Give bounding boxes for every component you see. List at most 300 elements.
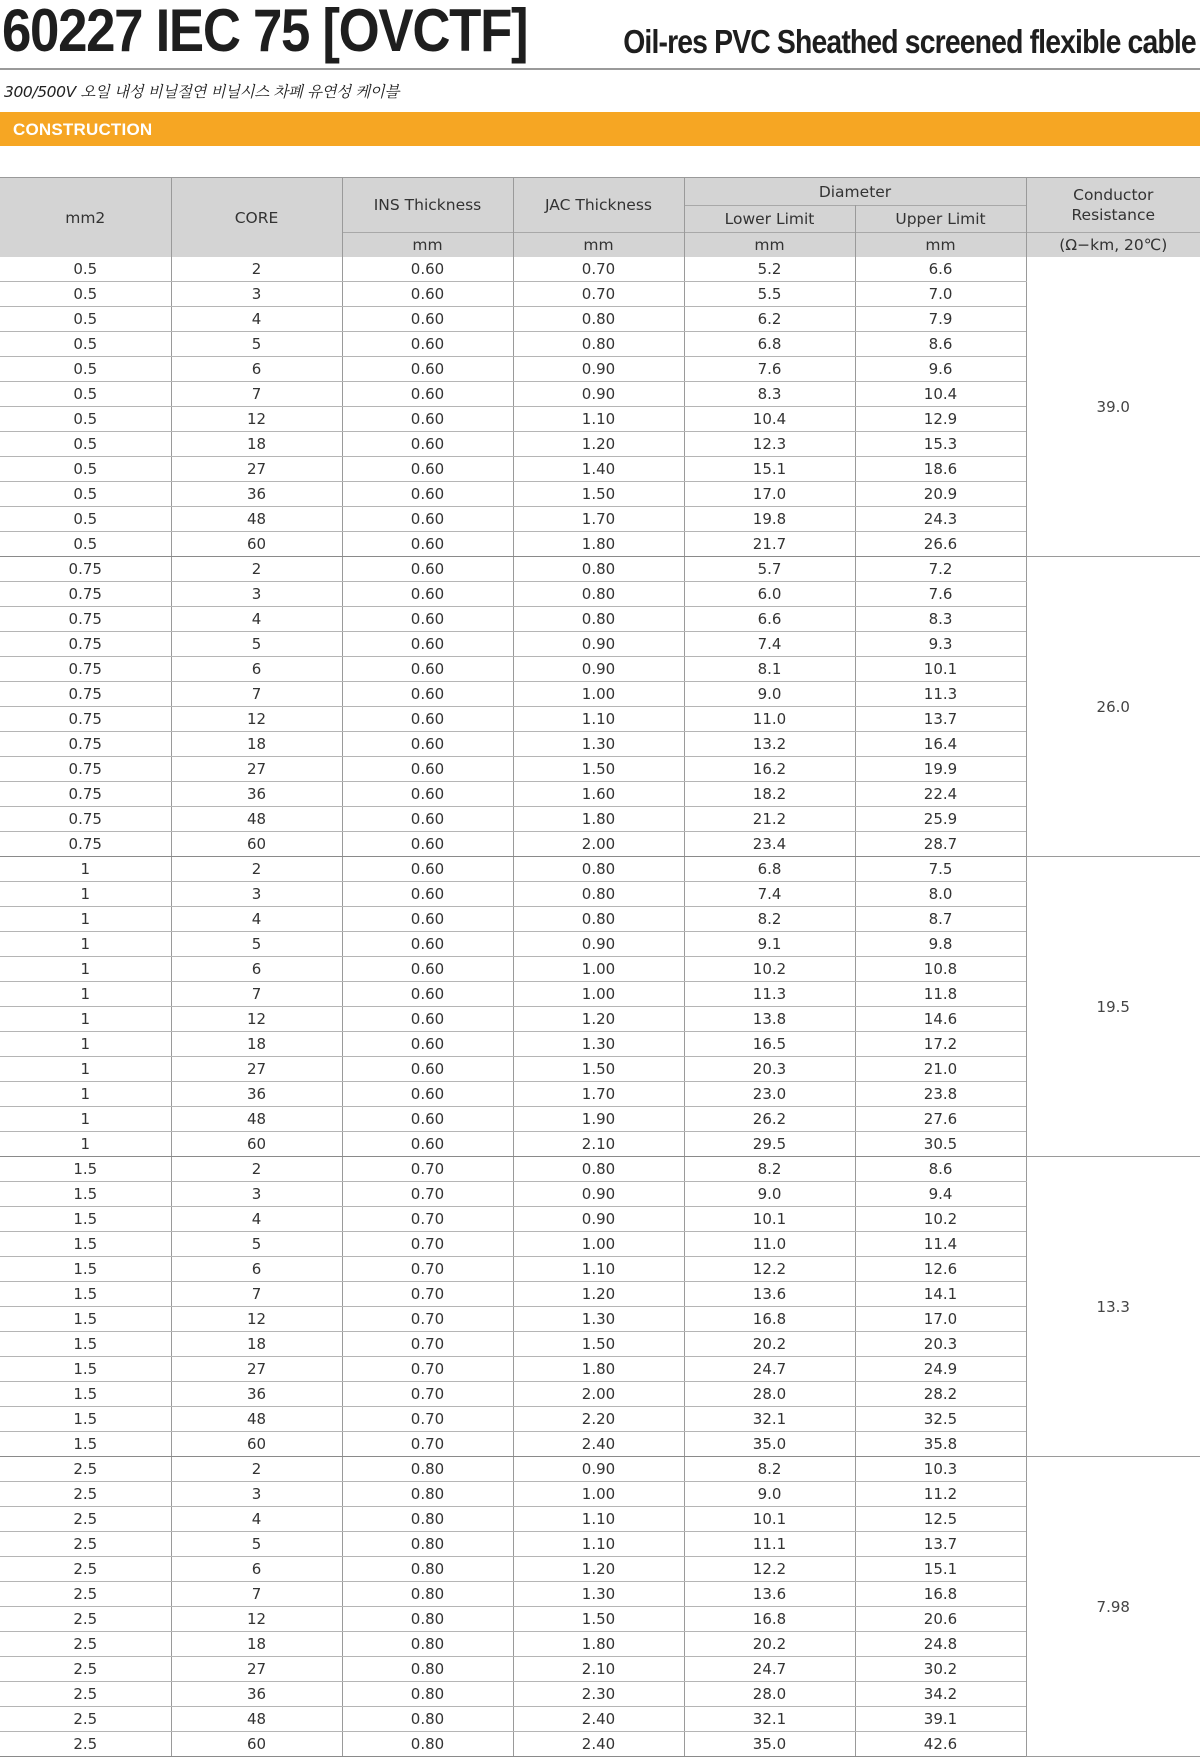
cell-core: 18 — [171, 732, 342, 757]
cell-core: 18 — [171, 432, 342, 457]
cell-lower-limit: 5.2 — [684, 257, 855, 282]
cell-ins-thickness: 0.70 — [342, 1157, 513, 1182]
cell-ins-thickness: 0.60 — [342, 457, 513, 482]
table-row — [0, 707, 1200, 732]
cell-jac-thickness: 1.60 — [513, 782, 684, 807]
cell-lower-limit: 8.3 — [684, 382, 855, 407]
cell-ins-thickness: 0.60 — [342, 607, 513, 632]
cell-upper-limit: 11.4 — [855, 1232, 1026, 1257]
cell-ins-thickness: 0.60 — [342, 757, 513, 782]
table-row — [0, 1232, 1200, 1257]
cell-core: 18 — [171, 1632, 342, 1657]
cell-upper-limit: 6.6 — [855, 257, 1026, 282]
cell-upper-limit: 9.6 — [855, 357, 1026, 382]
cell-ins-thickness: 0.60 — [342, 807, 513, 832]
cell-jac-thickness: 1.70 — [513, 1082, 684, 1107]
cell-upper-limit: 24.3 — [855, 507, 1026, 532]
table-row — [0, 1207, 1200, 1232]
cell-core: 3 — [171, 582, 342, 607]
cell-lower-limit: 20.3 — [684, 1057, 855, 1082]
cell-core: 2 — [171, 1457, 342, 1482]
cell-jac-thickness: 1.40 — [513, 457, 684, 482]
col-header-upper-limit: Upper Limit — [855, 206, 1026, 233]
cell-upper-limit: 23.8 — [855, 1082, 1026, 1107]
cell-jac-thickness: 0.90 — [513, 357, 684, 382]
cell-size: 0.5 — [0, 407, 171, 432]
table-row — [0, 1082, 1200, 1107]
cell-size: 0.75 — [0, 732, 171, 757]
table-row — [0, 1257, 1200, 1282]
cell-ins-thickness: 0.70 — [342, 1282, 513, 1307]
cell-lower-limit: 7.4 — [684, 882, 855, 907]
table-row — [0, 1032, 1200, 1057]
cell-upper-limit: 34.2 — [855, 1682, 1026, 1707]
cell-size: 1.5 — [0, 1207, 171, 1232]
cell-lower-limit: 12.3 — [684, 432, 855, 457]
cell-lower-limit: 32.1 — [684, 1707, 855, 1732]
cell-upper-limit: 11.2 — [855, 1482, 1026, 1507]
table-row — [0, 382, 1200, 407]
cell-upper-limit: 10.8 — [855, 957, 1026, 982]
cell-lower-limit: 13.2 — [684, 732, 855, 757]
cell-size: 2.5 — [0, 1457, 171, 1482]
col-header-core: CORE — [171, 178, 342, 258]
cell-jac-thickness: 1.50 — [513, 757, 684, 782]
cell-lower-limit: 13.6 — [684, 1582, 855, 1607]
cell-core: 4 — [171, 307, 342, 332]
cell-size: 1.5 — [0, 1182, 171, 1207]
table-row — [0, 607, 1200, 632]
cell-core: 5 — [171, 632, 342, 657]
cell-ins-thickness: 0.60 — [342, 1107, 513, 1132]
cell-lower-limit: 16.8 — [684, 1307, 855, 1332]
cell-core: 48 — [171, 1107, 342, 1132]
cell-jac-thickness: 1.00 — [513, 982, 684, 1007]
cell-ins-thickness: 0.70 — [342, 1257, 513, 1282]
table-row — [0, 1432, 1200, 1457]
conductor-label: Conductor — [1073, 186, 1154, 204]
cell-upper-limit: 26.6 — [855, 532, 1026, 557]
table-row — [0, 1582, 1200, 1607]
cell-jac-thickness: 1.90 — [513, 1107, 684, 1132]
cell-upper-limit: 24.9 — [855, 1357, 1026, 1382]
cell-ins-thickness: 0.60 — [342, 882, 513, 907]
cell-size: 2.5 — [0, 1632, 171, 1657]
cell-jac-thickness: 1.50 — [513, 1057, 684, 1082]
cell-upper-limit: 10.2 — [855, 1207, 1026, 1232]
table-row — [0, 1407, 1200, 1432]
cell-upper-limit: 30.5 — [855, 1132, 1026, 1157]
table-header — [0, 178, 1200, 258]
cell-ins-thickness: 0.80 — [342, 1457, 513, 1482]
cell-upper-limit: 30.2 — [855, 1657, 1026, 1682]
cell-lower-limit: 24.7 — [684, 1657, 855, 1682]
cell-upper-limit: 21.0 — [855, 1057, 1026, 1082]
cell-size: 0.75 — [0, 807, 171, 832]
table-row — [0, 732, 1200, 757]
cell-ins-thickness: 0.80 — [342, 1507, 513, 1532]
cell-ins-thickness: 0.70 — [342, 1357, 513, 1382]
table-row — [0, 857, 1200, 882]
cell-size: 0.75 — [0, 757, 171, 782]
cell-jac-thickness: 1.50 — [513, 1332, 684, 1357]
unit-lower: mm — [684, 233, 855, 258]
cell-lower-limit: 8.2 — [684, 907, 855, 932]
cell-ins-thickness: 0.60 — [342, 657, 513, 682]
cell-core: 36 — [171, 782, 342, 807]
cell-core: 4 — [171, 607, 342, 632]
cell-core: 3 — [171, 282, 342, 307]
cell-size: 0.5 — [0, 482, 171, 507]
cell-core: 36 — [171, 1682, 342, 1707]
cell-jac-thickness: 1.30 — [513, 1307, 684, 1332]
cell-upper-limit: 10.4 — [855, 382, 1026, 407]
cell-size: 2.5 — [0, 1607, 171, 1632]
table-row — [0, 882, 1200, 907]
cell-size: 2.5 — [0, 1557, 171, 1582]
cell-ins-thickness: 0.60 — [342, 682, 513, 707]
cell-upper-limit: 13.7 — [855, 707, 1026, 732]
cell-size: 2.5 — [0, 1732, 171, 1757]
cell-jac-thickness: 1.30 — [513, 1582, 684, 1607]
cell-core: 7 — [171, 1582, 342, 1607]
cell-lower-limit: 13.8 — [684, 1007, 855, 1032]
cell-jac-thickness: 1.50 — [513, 482, 684, 507]
cell-lower-limit: 28.0 — [684, 1682, 855, 1707]
col-header-lower-limit: Lower Limit — [684, 206, 855, 233]
cell-core: 48 — [171, 1407, 342, 1432]
cell-lower-limit: 7.6 — [684, 357, 855, 382]
col-header-jac-thickness: JAC Thickness — [513, 178, 684, 233]
cell-jac-thickness: 0.90 — [513, 1207, 684, 1232]
cell-lower-limit: 23.0 — [684, 1082, 855, 1107]
cell-upper-limit: 8.0 — [855, 882, 1026, 907]
cell-upper-limit: 12.5 — [855, 1507, 1026, 1532]
table-row — [0, 1332, 1200, 1357]
cell-jac-thickness: 2.40 — [513, 1732, 684, 1757]
cell-jac-thickness: 0.80 — [513, 1157, 684, 1182]
cell-ins-thickness: 0.60 — [342, 832, 513, 857]
cell-lower-limit: 16.2 — [684, 757, 855, 782]
cell-ins-thickness: 0.60 — [342, 332, 513, 357]
cell-jac-thickness: 1.00 — [513, 957, 684, 982]
cell-size: 0.75 — [0, 657, 171, 682]
table-row — [0, 1632, 1200, 1657]
table-row — [0, 457, 1200, 482]
cell-jac-thickness: 1.20 — [513, 1282, 684, 1307]
cell-jac-thickness: 1.80 — [513, 532, 684, 557]
cell-upper-limit: 17.2 — [855, 1032, 1026, 1057]
table-row — [0, 432, 1200, 457]
cell-size: 2.5 — [0, 1532, 171, 1557]
table-body — [0, 257, 1200, 1757]
unit-upper: mm — [855, 233, 1026, 258]
table-row — [0, 1132, 1200, 1157]
cell-lower-limit: 19.8 — [684, 507, 855, 532]
cell-ins-thickness: 0.80 — [342, 1582, 513, 1607]
table-row — [0, 1382, 1200, 1407]
cell-core: 3 — [171, 1182, 342, 1207]
cell-core: 5 — [171, 1532, 342, 1557]
cell-core: 27 — [171, 457, 342, 482]
cell-size: 1.5 — [0, 1307, 171, 1332]
cell-upper-limit: 7.2 — [855, 557, 1026, 582]
cell-ins-thickness: 0.60 — [342, 257, 513, 282]
cell-upper-limit: 39.1 — [855, 1707, 1026, 1732]
cell-lower-limit: 15.1 — [684, 457, 855, 482]
cell-jac-thickness: 0.80 — [513, 557, 684, 582]
cell-core: 18 — [171, 1032, 342, 1057]
cell-core: 48 — [171, 1707, 342, 1732]
cell-upper-limit: 8.3 — [855, 607, 1026, 632]
cell-ins-thickness: 0.60 — [342, 557, 513, 582]
table-row — [0, 932, 1200, 957]
cell-ins-thickness: 0.70 — [342, 1207, 513, 1232]
table-row — [0, 1282, 1200, 1307]
cell-jac-thickness: 1.80 — [513, 807, 684, 832]
table-row — [0, 282, 1200, 307]
cell-jac-thickness: 0.70 — [513, 282, 684, 307]
table-row — [0, 557, 1200, 582]
cell-jac-thickness: 0.90 — [513, 1457, 684, 1482]
table-row — [0, 1457, 1200, 1482]
cell-ins-thickness: 0.60 — [342, 932, 513, 957]
cell-jac-thickness: 1.10 — [513, 407, 684, 432]
cell-lower-limit: 7.4 — [684, 632, 855, 657]
cell-conductor-resistance: 26.0 — [1026, 557, 1200, 857]
cell-upper-limit: 12.6 — [855, 1257, 1026, 1282]
cell-lower-limit: 11.3 — [684, 982, 855, 1007]
unit-jac: mm — [513, 233, 684, 258]
table-row — [0, 957, 1200, 982]
cell-upper-limit: 27.6 — [855, 1107, 1026, 1132]
cell-upper-limit: 20.3 — [855, 1332, 1026, 1357]
cell-upper-limit: 32.5 — [855, 1407, 1026, 1432]
cell-ins-thickness: 0.60 — [342, 357, 513, 382]
cell-jac-thickness: 0.70 — [513, 257, 684, 282]
table-row — [0, 982, 1200, 1007]
unit-ins: mm — [342, 233, 513, 258]
cell-size: 1 — [0, 1032, 171, 1057]
table-row — [0, 582, 1200, 607]
cell-size: 0.5 — [0, 282, 171, 307]
cell-ins-thickness: 0.60 — [342, 482, 513, 507]
cell-ins-thickness: 0.80 — [342, 1732, 513, 1757]
cell-size: 1.5 — [0, 1282, 171, 1307]
cell-ins-thickness: 0.60 — [342, 382, 513, 407]
cell-ins-thickness: 0.60 — [342, 1007, 513, 1032]
cell-upper-limit: 25.9 — [855, 807, 1026, 832]
cell-ins-thickness: 0.60 — [342, 1082, 513, 1107]
cell-lower-limit: 10.1 — [684, 1507, 855, 1532]
cell-ins-thickness: 0.60 — [342, 507, 513, 532]
cell-ins-thickness: 0.70 — [342, 1382, 513, 1407]
cell-core: 2 — [171, 257, 342, 282]
cell-lower-limit: 20.2 — [684, 1632, 855, 1657]
cell-size: 0.75 — [0, 707, 171, 732]
cell-lower-limit: 12.2 — [684, 1257, 855, 1282]
table-row — [0, 257, 1200, 282]
cell-lower-limit: 26.2 — [684, 1107, 855, 1132]
cell-lower-limit: 10.4 — [684, 407, 855, 432]
table-row — [0, 1707, 1200, 1732]
cell-core: 36 — [171, 1082, 342, 1107]
cell-jac-thickness: 0.90 — [513, 1182, 684, 1207]
cell-lower-limit: 17.0 — [684, 482, 855, 507]
cell-ins-thickness: 0.60 — [342, 907, 513, 932]
cell-upper-limit: 22.4 — [855, 782, 1026, 807]
cell-upper-limit: 42.6 — [855, 1732, 1026, 1757]
cell-upper-limit: 15.3 — [855, 432, 1026, 457]
cell-size: 0.5 — [0, 532, 171, 557]
cell-core: 5 — [171, 1232, 342, 1257]
cell-size: 0.75 — [0, 832, 171, 857]
cell-core: 2 — [171, 557, 342, 582]
cell-lower-limit: 6.8 — [684, 332, 855, 357]
cell-core: 27 — [171, 1357, 342, 1382]
cell-jac-thickness: 1.30 — [513, 1032, 684, 1057]
cell-core: 12 — [171, 707, 342, 732]
cell-jac-thickness: 1.20 — [513, 1557, 684, 1582]
cell-conductor-resistance: 7.98 — [1026, 1457, 1200, 1757]
cell-core: 60 — [171, 832, 342, 857]
cell-jac-thickness: 1.00 — [513, 1232, 684, 1257]
cell-size: 0.5 — [0, 382, 171, 407]
cell-size: 1.5 — [0, 1332, 171, 1357]
cell-core: 27 — [171, 757, 342, 782]
cell-upper-limit: 12.9 — [855, 407, 1026, 432]
cell-size: 2.5 — [0, 1682, 171, 1707]
cell-lower-limit: 16.8 — [684, 1607, 855, 1632]
cell-size: 0.75 — [0, 632, 171, 657]
cell-core: 27 — [171, 1057, 342, 1082]
cell-size: 1.5 — [0, 1432, 171, 1457]
cell-jac-thickness: 1.10 — [513, 1532, 684, 1557]
cell-core: 60 — [171, 1132, 342, 1157]
cell-size: 1 — [0, 957, 171, 982]
cell-jac-thickness: 1.50 — [513, 1607, 684, 1632]
cell-lower-limit: 9.0 — [684, 682, 855, 707]
cell-core: 12 — [171, 1307, 342, 1332]
table-row — [0, 482, 1200, 507]
header-divider — [0, 68, 1200, 70]
cell-lower-limit: 6.2 — [684, 307, 855, 332]
cell-upper-limit: 28.7 — [855, 832, 1026, 857]
cell-core: 18 — [171, 1332, 342, 1357]
cell-jac-thickness: 0.80 — [513, 607, 684, 632]
cell-lower-limit: 12.2 — [684, 1557, 855, 1582]
cell-ins-thickness: 0.60 — [342, 532, 513, 557]
table-row — [0, 832, 1200, 857]
cell-upper-limit: 10.1 — [855, 657, 1026, 682]
cell-jac-thickness: 0.90 — [513, 382, 684, 407]
cell-upper-limit: 20.9 — [855, 482, 1026, 507]
cell-ins-thickness: 0.60 — [342, 632, 513, 657]
product-english-title: Oil-res PVC Sheathed screened flexible cable — [623, 23, 1196, 60]
cell-lower-limit: 35.0 — [684, 1732, 855, 1757]
cell-size: 1 — [0, 857, 171, 882]
cell-core: 12 — [171, 1007, 342, 1032]
cell-lower-limit: 35.0 — [684, 1432, 855, 1457]
cell-size: 1 — [0, 1132, 171, 1157]
cell-jac-thickness: 2.10 — [513, 1657, 684, 1682]
table-row — [0, 1007, 1200, 1032]
cell-ins-thickness: 0.60 — [342, 1057, 513, 1082]
cell-ins-thickness: 0.80 — [342, 1532, 513, 1557]
cell-size: 1.5 — [0, 1407, 171, 1432]
col-header-diameter: Diameter — [684, 178, 1026, 206]
cell-size: 0.75 — [0, 607, 171, 632]
cell-jac-thickness: 2.00 — [513, 832, 684, 857]
cell-jac-thickness: 1.30 — [513, 732, 684, 757]
cell-jac-thickness: 2.20 — [513, 1407, 684, 1432]
cell-size: 1.5 — [0, 1357, 171, 1382]
cell-upper-limit: 9.4 — [855, 1182, 1026, 1207]
table-row — [0, 1682, 1200, 1707]
cell-size: 0.5 — [0, 507, 171, 532]
cell-lower-limit: 28.0 — [684, 1382, 855, 1407]
product-code-title: 60227 IEC 75 [OVCTF] — [2, 0, 528, 64]
table-row — [0, 1732, 1200, 1757]
cell-lower-limit: 10.2 — [684, 957, 855, 982]
cell-size: 1 — [0, 1107, 171, 1132]
korean-subtitle: 300/500V 오일 내성 비닐절연 비닐시스 차폐 유연성 케이블 — [4, 83, 399, 101]
table-row — [0, 1057, 1200, 1082]
table-row — [0, 807, 1200, 832]
cell-size: 1 — [0, 982, 171, 1007]
cell-size: 0.75 — [0, 557, 171, 582]
cell-upper-limit: 8.7 — [855, 907, 1026, 932]
table-row — [0, 507, 1200, 532]
cell-ins-thickness: 0.60 — [342, 432, 513, 457]
cell-lower-limit: 29.5 — [684, 1132, 855, 1157]
cell-core: 5 — [171, 932, 342, 957]
cell-upper-limit: 7.0 — [855, 282, 1026, 307]
cell-size: 0.5 — [0, 332, 171, 357]
cell-lower-limit: 18.2 — [684, 782, 855, 807]
cell-ins-thickness: 0.70 — [342, 1307, 513, 1332]
cell-jac-thickness: 1.80 — [513, 1632, 684, 1657]
cell-core: 48 — [171, 807, 342, 832]
cell-jac-thickness: 0.80 — [513, 332, 684, 357]
table-row — [0, 632, 1200, 657]
cell-jac-thickness: 0.90 — [513, 932, 684, 957]
cell-ins-thickness: 0.60 — [342, 307, 513, 332]
cell-core: 48 — [171, 507, 342, 532]
cell-jac-thickness: 1.10 — [513, 1257, 684, 1282]
cell-jac-thickness: 0.80 — [513, 882, 684, 907]
cell-ins-thickness: 0.60 — [342, 857, 513, 882]
table-row — [0, 1532, 1200, 1557]
cell-lower-limit: 5.5 — [684, 282, 855, 307]
cell-size: 0.5 — [0, 357, 171, 382]
unit-resistance: (Ω−km, 20℃) — [1026, 233, 1200, 258]
cell-core: 12 — [171, 1607, 342, 1632]
construction-table — [0, 177, 1200, 1757]
cell-upper-limit: 35.8 — [855, 1432, 1026, 1457]
cell-core: 3 — [171, 1482, 342, 1507]
cell-ins-thickness: 0.80 — [342, 1657, 513, 1682]
cell-upper-limit: 7.6 — [855, 582, 1026, 607]
cell-jac-thickness: 2.30 — [513, 1682, 684, 1707]
cell-core: 6 — [171, 1257, 342, 1282]
cell-core: 60 — [171, 1432, 342, 1457]
table-row — [0, 782, 1200, 807]
cell-upper-limit: 18.6 — [855, 457, 1026, 482]
cell-core: 4 — [171, 907, 342, 932]
cell-ins-thickness: 0.60 — [342, 707, 513, 732]
table-row — [0, 1157, 1200, 1182]
